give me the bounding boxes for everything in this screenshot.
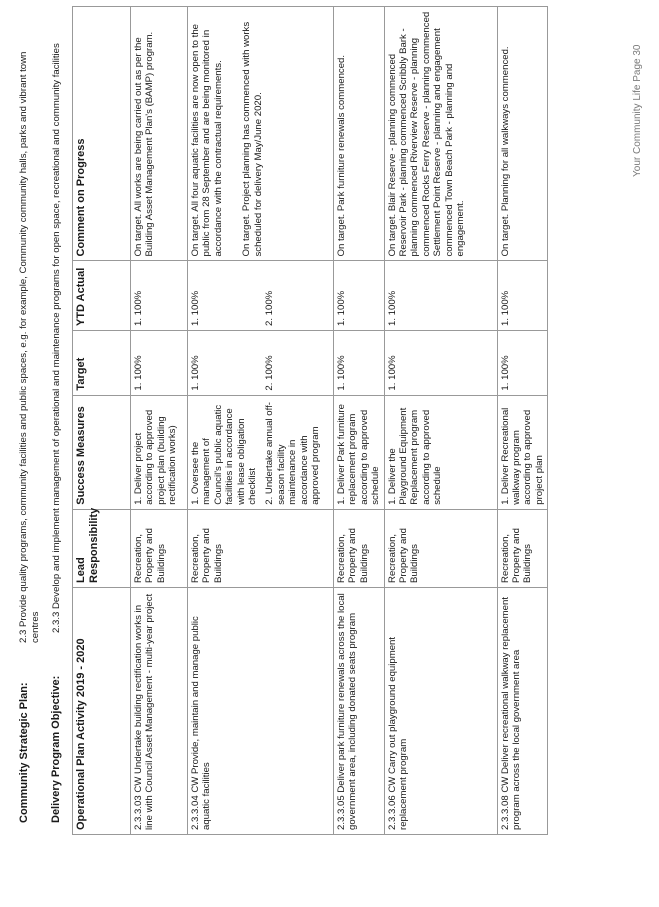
strategic-plan-header [18,23,42,823]
program-objective-label: Delivery Program Objective: [50,675,62,823]
measure-cell [497,395,548,509]
header-activity: Operational Plan Activity 2019 - 2020 [73,587,131,834]
activity-table [72,6,548,835]
comment-text: On target. Planning for all walkways commenced. [499,46,511,257]
target-cell [497,331,548,396]
ytd-text: 2. 100% [264,290,276,327]
ytd-cell [334,261,385,331]
activity-cell: 2.3.3.03 CW Undertake building rectification works in line with Council Asset Management - multi-year project [131,587,188,834]
strategic-plan-label: Community Strategic Plan: [18,682,30,823]
table-row [334,7,385,835]
lead-cell: Recreation, Property and Buildings [384,509,497,587]
target-cell [131,331,188,396]
ytd-cell [384,261,497,331]
table-row [497,7,548,835]
comment-cell [384,7,497,262]
measure-text: 1. Deliver Recreational walkway program according to approved project plan [499,407,545,505]
ytd-text: 1. 100% [190,290,201,327]
ytd-text: 1. 100% [386,290,398,327]
measure-text: 1. Oversee the management of Council's public aquatic facilities in accordance with lease obligation checklist [190,404,259,505]
table-row [131,7,188,835]
target-cell [188,331,334,396]
program-objective-header [51,3,63,823]
activity-cell: 2.3.3.06 CW Carry out playground equipment replacement program [384,587,497,834]
table-row [188,7,334,835]
lead-cell: Recreation, Property and Buildings [131,509,188,587]
header-measures: Success Measures [73,395,131,509]
target-text: 1. 100% [386,355,398,391]
table-header-row [73,7,131,835]
measure-text: 1. Deliver project according to approved project plan (building rectification works) [133,409,179,505]
comment-cell [188,7,334,262]
target-text: 1. 100% [499,355,511,391]
strategic-plan-text: 2.3 Provide quality programs, community facilities and public spaces, e.g. for example, Community community halls, parks and vibrant town centres [18,51,41,643]
target-cell [384,331,497,396]
comment-text: On target. Park furniture renewals commenced. [336,54,347,257]
ytd-text: 1. 100% [499,290,511,327]
header-ytd: YTD Actual [73,261,131,331]
comment-cell [334,7,385,262]
page-footer: Your Community Life Page 30 [632,44,643,177]
activity-cell: 2.3.3.08 CW Deliver recreational walkway replacement program across the local government area [497,587,548,834]
measure-cell [188,395,334,509]
header-comment: Comment on Progress [73,7,131,262]
comment-text: On target. Project planning has commenced with works scheduled for delivery May/June 2020. [241,21,264,257]
lead-cell: Recreation, Property and Buildings [497,509,548,587]
lead-cell: Recreation, Property and Buildings [334,509,385,587]
measure-cell [384,395,497,509]
activity-cell: 2.3.3.04 CW Provide, maintain and manage public aquatic facilities [188,587,334,834]
comment-text: On target. All works are being carried out as per the Building Asset Management Plan's (BAMP) program. [133,31,156,257]
ytd-text: 1. 100% [336,290,347,327]
ytd-cell [497,261,548,331]
header-lead: Lead Responsibility [73,509,131,587]
header-target: Target [73,331,131,396]
table-row [384,7,497,835]
target-text: 1. 100% [133,355,144,391]
comment-text: On target. All four aquatic facilities are now open to the public from 28 September and are being monitored in accordance with the contractual requirements. [190,23,224,257]
measure-text: 1. Deliver the Playground Equipment Replacement program according to approved schedule [386,407,444,505]
target-cell [334,331,385,396]
measure-text: 1. Deliver Park furniture replacement program according to approved schedule [336,403,382,505]
target-text: 1. 100% [190,355,201,391]
target-text: 2. 100% [264,355,276,391]
activity-cell: 2.3.3.05 Deliver park furniture renewals across the local government area, including donated seats program [334,587,385,834]
lead-cell: Recreation, Property and Buildings [188,509,334,587]
measure-text: 2. Undertake annual off-season facility maintenance in accordance with approved program [264,402,322,505]
program-objective-text: 2.3.3 Develop and implement management of operational and maintenance programs for open space, recreational and community facilities [51,43,62,633]
comment-cell [131,7,188,262]
ytd-text: 1. 100% [133,290,144,327]
target-text: 1. 100% [336,355,347,391]
measure-cell [131,395,188,509]
comment-text: On target. Blair Reserve - planning commenced Reservoir Park - planning commenced Scribbly Bark - planning commenced Riverview Reserve - planning commenced Rocks Ferry Reserve - planning commenced Settlement Point Reserve - planning and engagement commenced Town Beach Park - planning and engagement. [386,11,467,257]
ytd-cell [188,261,334,331]
comment-cell [497,7,548,262]
measure-cell [334,395,385,509]
ytd-cell [131,261,188,331]
